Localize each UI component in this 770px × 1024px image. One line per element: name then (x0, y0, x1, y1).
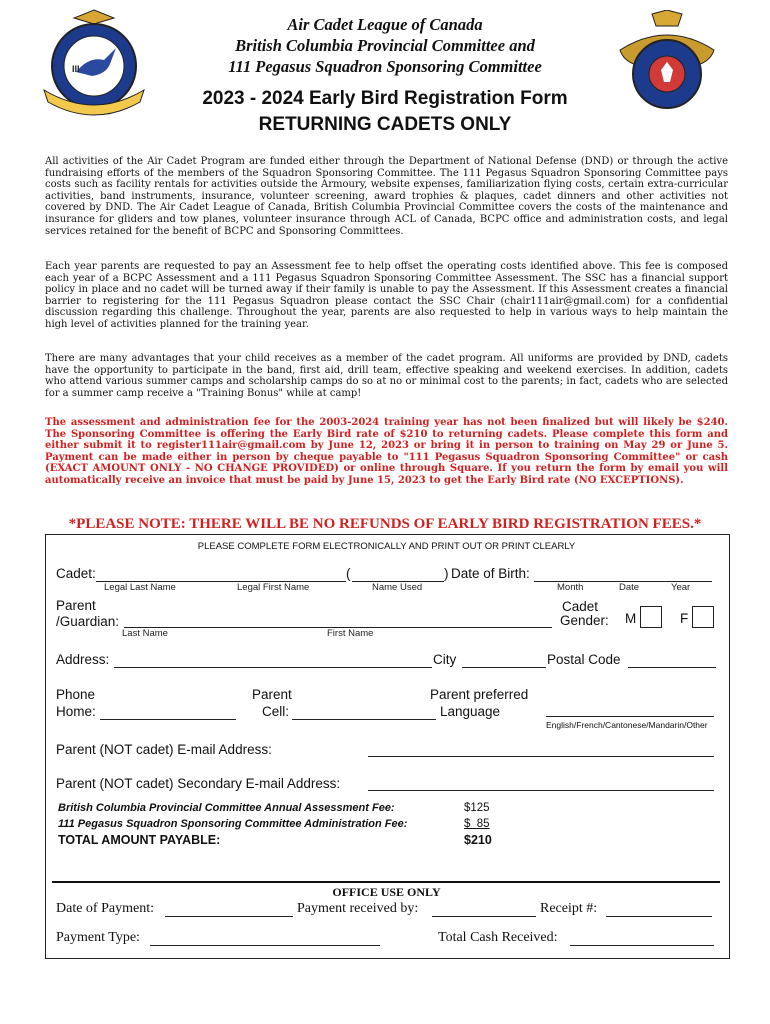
paragraph-advantages: There are many advantages that your child receives as a member of the cadet program. All uniforms are provided by DND, cadets have the opportunity to participate in the band, first aid, drill team, effective speaking and weekend exercises. In addition, cadets who attend various summer camps and scholarship camps do so at no or minimal cost to the parents; in fact, cadets who are selected for a summer camp receive a "Training Bonus" while at camp! (45, 353, 728, 399)
fee-bcpc-value: $125 (464, 802, 490, 814)
gender-m-label: M (625, 611, 637, 626)
total-label: TOTAL AMOUNT PAYABLE: (58, 833, 221, 847)
address-field[interactable] (114, 667, 432, 668)
email-field[interactable] (368, 756, 714, 757)
home-label: Home: (56, 704, 96, 719)
language-label: Language (440, 704, 501, 719)
secondary-email-field[interactable] (368, 790, 714, 791)
date-of-payment-label: Date of Payment: (56, 901, 154, 916)
paragraph-fee-notice: The assessment and administration fee for the 2003-2024 training year has not been finalized but will likely be $240. The Sponsoring Committee is offering the Early Bird rate of $210 to returning cadets. Please complete this form and either submit it to register111air@gmail.com by June 12, 2023 or bring it in person to training on May 29 or June 5. Payment can be made either in person by cheque payable to "111 Pegasus Squadron Sponsoring Committee" or cash (EXACT AMOUNT ONLY - NO CHANGE PROVIDED) or online through Square. If you return the form by email you will automatically receive an invoice that must be paid by June 15, 2023 to get the Early Bird rate (NO EXCEPTIONS). (45, 417, 728, 486)
fee-bcpc-label: British Columbia Provincial Committee Annual Assessment Fee: (58, 802, 395, 814)
address-label: Address: (56, 652, 110, 667)
header-line-3: 111 Pegasus Squadron Sponsoring Committee (228, 57, 542, 76)
guardian-label: /Guardian: (56, 614, 120, 629)
total-cash-label: Total Cash Received: (438, 930, 558, 945)
paragraph-funding: All activities of the Air Cadet Program are funded either through the Department of National Defense (DND) or through the active fundraising efforts of the members of the Squadron Sponsoring Committee. The 111 Pegasus Squadron Sponsoring Committee pays costs such as facility rentals for activities outside the Armoury, website expenses, familiarization flying costs, certain extra-curricular activities, band instruments, insurance, volunteer screening, award trophies & plaques, cadet dinners and other activities not covered by DND. The Air Cadet League of Canada, British Columbia Provincial Committee covers the costs of the maintenance and insurance for gliders and tow planes, volunteer insurance through ACL of Canada, BCPC office and administration costs, and legal services retained for the benefit of BCPC and Sponsoring Committees. (45, 156, 728, 237)
header-line-2: British Columbia Provincial Committee and (235, 36, 535, 55)
open-paren: ( (346, 566, 351, 581)
secondary-email-label: Parent (NOT cadet) Secondary E-mail Address: (56, 776, 341, 791)
city-field[interactable] (462, 667, 546, 668)
fee-squadron-value: $ 85 (464, 818, 490, 830)
gender-f-label: F (680, 611, 689, 626)
form-instruction: PLEASE COMPLETE FORM ELECTRONICALLY AND PRINT OUT OR PRINT CLEARLY (197, 541, 576, 552)
cadet-gender-label: Cadet (562, 599, 599, 614)
payment-received-by-label: Payment received by: (297, 901, 419, 916)
total-cash-field[interactable] (570, 945, 714, 946)
svg-text:III: III (72, 64, 80, 74)
form-subtitle: RETURNING CADETS ONLY (258, 114, 512, 135)
cadet-label: Cadet: (56, 566, 96, 581)
receipt-label: Receipt #: (540, 901, 598, 916)
form-title: 2023 - 2024 Early Bird Registration Form (202, 88, 568, 109)
month-caption: Month (557, 582, 584, 593)
parent-label: Parent (56, 598, 96, 613)
date-caption: Date (619, 582, 640, 593)
legal-first-caption: Legal First Name (237, 582, 310, 593)
cell-label: Cell: (262, 704, 290, 719)
payment-type-label: Payment Type: (56, 930, 140, 945)
payment-received-by-field[interactable] (432, 916, 536, 917)
phone-label: Phone (56, 687, 96, 702)
parent-cell-field[interactable] (292, 719, 436, 720)
close-paren: ) (444, 566, 449, 581)
first-name-caption: First Name (327, 628, 374, 639)
date-of-payment-field[interactable] (165, 916, 293, 917)
office-use-title: OFFICE USE ONLY (332, 885, 441, 899)
legal-last-caption: Legal Last Name (104, 582, 176, 593)
receipt-field[interactable] (606, 916, 712, 917)
gender-label: Gender: (560, 613, 609, 628)
payment-type-field[interactable] (150, 945, 380, 946)
parent-cell-label: Parent (252, 687, 292, 702)
language-field[interactable] (546, 716, 714, 717)
header-line-1: Air Cadet League of Canada (287, 15, 483, 34)
refund-notice: *PLEASE NOTE: THERE WILL BE NO REFUNDS OF EARLY BIRD REGISTRATION FEES.* (68, 516, 702, 532)
language-options-caption: English/French/Cantonese/Mandarin/Other (546, 720, 708, 730)
gender-m-checkbox[interactable] (640, 606, 662, 628)
office-divider (52, 881, 720, 883)
dob-label: Date of Birth: (451, 566, 530, 581)
fee-squadron-label: 111 Pegasus Squadron Sponsoring Committee Administration Fee: (58, 818, 408, 830)
postal-code-field[interactable] (628, 667, 716, 668)
name-used-caption: Name Used (372, 582, 423, 593)
year-caption: Year (671, 582, 691, 593)
gender-f-checkbox[interactable] (692, 606, 714, 628)
air-cadet-league-logo (612, 10, 722, 116)
total-value: $210 (464, 833, 492, 847)
last-name-caption: Last Name (122, 628, 168, 639)
email-label: Parent (NOT cadet) E-mail Address: (56, 742, 272, 757)
postal-code-label: Postal Code (547, 652, 621, 667)
squadron-crest-logo (34, 8, 154, 116)
preferred-language-label: Parent preferred (430, 687, 529, 702)
city-label: City (433, 652, 457, 667)
paragraph-assessment: Each year parents are requested to pay an Assessment fee to help offset the operating costs identified above. This fee is composed each year of a BCPC Assessment and a 111 Pegasus Squadron Sponsoring Committee Assessment. The SSC has a financial support policy in place and no cadet will be turned away if their family is unable to pay the Assessment. If this Assessment creates a financial barrier to registering for the 111 Pegasus Squadron please contact the SSC Chair (chair111air@gmail.com) for a confidential discussion regarding this challenge. Throughout the year, parents are also requested to help in various ways to help maintain the high level of activities planned for the training year. (45, 261, 728, 330)
home-phone-field[interactable] (100, 719, 236, 720)
